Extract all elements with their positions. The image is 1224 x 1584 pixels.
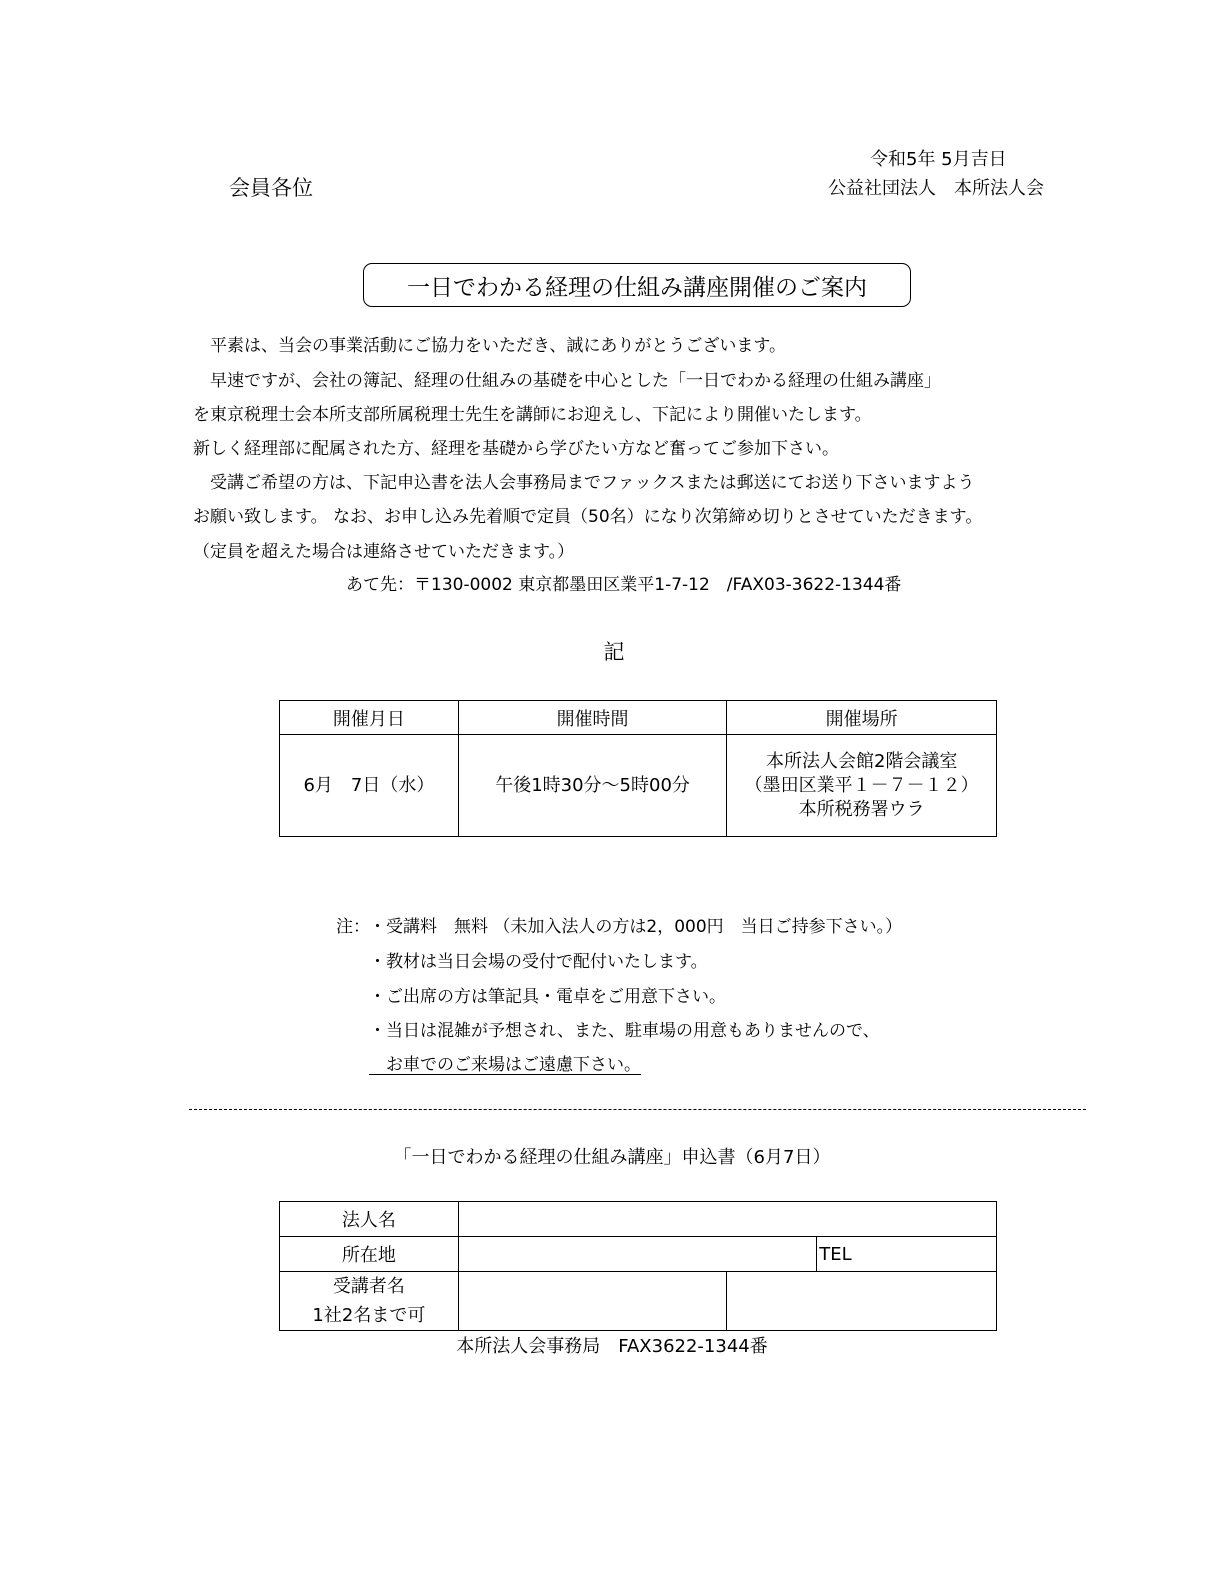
company-row (280, 1202, 997, 1237)
attendee-label-cell (280, 1272, 459, 1331)
place-line-1: 本所法人会館2階会議室 (765, 750, 958, 772)
ki-heading: 記 (603, 640, 625, 664)
schedule-time: 午後1時30分～5時00分 (458, 735, 727, 837)
schedule-date: 6月 7日（水） (280, 735, 459, 837)
attendee-row (280, 1272, 997, 1331)
cut-line (189, 1109, 1086, 1110)
tel-label: TEL (819, 1243, 852, 1265)
schedule-header-row (280, 701, 997, 735)
note-no-car: お車でのご来場はご遠慮下さい。 (369, 1055, 641, 1075)
application-form (279, 1201, 997, 1331)
place-line-2: （墨田区業平１－７－１２） (744, 774, 979, 796)
form-footer: 本所法人会事務局 FAX3622-1344番 (456, 1336, 768, 1357)
header-place: 開催場所 (727, 701, 997, 735)
place-line-3: 本所税務署ウラ (798, 798, 925, 820)
address-label: 所在地 (280, 1237, 459, 1272)
schedule-table (279, 700, 997, 837)
attendee-note: 1社2名まで可 (312, 1305, 426, 1326)
schedule-row (280, 735, 997, 837)
schedule-place (727, 735, 997, 837)
body-line-3: を東京税理士会本所支部所属税理士先生を講師にお迎えし、下記により開催いたします。 (193, 405, 872, 425)
body-line-2: 早速ですが、会社の簿記、経理の仕組みの基礎を中心とした「一日でわかる経理の仕組み講座」 (193, 371, 941, 391)
address-field[interactable] (458, 1237, 816, 1272)
notes-prefix: 注： (336, 917, 370, 937)
note-fee: ・受講料 無料 （未加入法人の方は2，000円 当日ご持参下さい。） (369, 917, 903, 937)
header-time: 開催時間 (458, 701, 727, 735)
address-line: あて先：〒130-0002 東京都墨田区業平1-7-12 /FAX03-3622-1344番 (346, 575, 902, 595)
page-title: 一日でわかる経理の仕組み講座開催のご案内 (363, 263, 911, 307)
company-field[interactable] (458, 1202, 996, 1237)
sender: 公益社団法人 本所法人会 (828, 178, 1044, 199)
tel-field[interactable] (817, 1237, 997, 1272)
body-line-7: （定員を超えた場合は連絡させていただきます。） (193, 542, 575, 562)
note-materials: ・教材は当日会場の受付で配付いたします。 (369, 952, 708, 972)
note-supplies: ・ご出席の方は筆記具・電卓をご用意下さい。 (369, 987, 726, 1007)
issue-date: 令和5年 5月吉日 (870, 149, 1007, 170)
note-parking: ・当日は混雑が予想され、また、駐車場の用意もありませんので、 (369, 1021, 880, 1041)
recipient: 会員各位 (229, 176, 313, 200)
attendee-field-2[interactable] (727, 1272, 997, 1331)
body-line-6: お願い致します。 なお、お申し込み先着順で定員（50名）になり次第締め切りとさせていただきます。 (193, 507, 983, 527)
attendee-field-1[interactable] (458, 1272, 727, 1331)
body-line-5: 受講ご希望の方は、下記申込書を法人会事務局までファックスまたは郵送にてお送り下さいますよう (193, 473, 975, 493)
attendee-label: 受講者名 (332, 1276, 405, 1297)
body-line-1: 平素は、当会の事業活動にご協力をいただき、誠にありがとうございます。 (193, 336, 786, 356)
header-date: 開催月日 (280, 701, 459, 735)
body-line-4: 新しく経理部に配属された方、経理を基礎から学びたい方など奮ってご参加下さい。 (193, 439, 839, 459)
address-row (280, 1237, 997, 1272)
company-label: 法人名 (280, 1202, 459, 1237)
form-title: 「一日でわかる経理の仕組み講座」申込書（6月7日） (393, 1147, 831, 1168)
